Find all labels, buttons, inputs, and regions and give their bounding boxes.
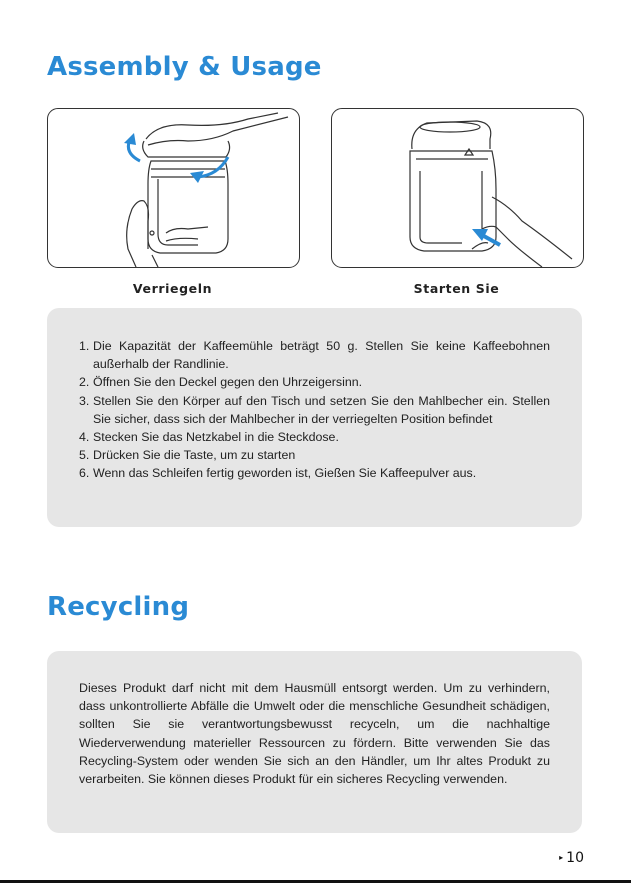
recycling-heading: Recycling	[47, 592, 190, 622]
instruction-item: 1. Die Kapazität der Kaffeemühle beträgt 50 g. Stellen Sie keine Kaffeebohnen außerhalb der Randlinie.	[79, 339, 550, 372]
assembly-heading: Assembly & Usage	[47, 52, 322, 82]
caption-start: Starten Sie	[413, 281, 500, 296]
grinder-start-illustration	[332, 109, 583, 267]
instructions-panel	[47, 308, 582, 527]
recycling-panel	[47, 651, 582, 833]
recycling-text: Dieses Produkt darf nicht mit dem Hausmüll entsorgt werden. Um zu verhindern, dass unkontrollierte Abfälle die Umwelt oder die menschliche Gesundheit schädigen, sollten Sie sie verantwortungsbewusst recyceln, um die nachhaltige Wiederverwendung materieller Ressourcen zu fördern. Bitte verwenden Sie das Recycling-System oder wenden Sie sich an den Händler, um Ihr altes Produkt zu verarbeiten. Sie können dieses Produkt für ein sicheres Recycling verwenden.	[79, 681, 550, 787]
instruction-item: 6. Wenn das Schleifen fertig geworden ist, Gießen Sie Kaffeepulver aus.	[79, 466, 477, 481]
figure-start	[331, 108, 584, 268]
instruction-item: 3. Stellen Sie den Körper auf den Tisch und setzen Sie den Mahlbecher ein. Stellen Sie sicher, dass sich der Mahlbecher in der verriegelten Position befindet	[79, 393, 550, 426]
instruction-item: 4. Stecken Sie das Netzkabel in die Steckdose.	[79, 430, 339, 445]
instruction-item: 2. Öffnen Sie den Deckel gegen den Uhrzeigersinn.	[79, 375, 363, 390]
caption-lock: Verriegeln	[132, 281, 213, 296]
figure-lock	[47, 108, 300, 268]
instruction-item: 5. Drücken Sie die Taste, um zu starten	[79, 448, 296, 463]
instruction-list	[79, 337, 550, 483]
grinder-lock-illustration	[48, 109, 299, 267]
page-marker-icon: ▸	[559, 853, 564, 862]
page-number: ▸ 10	[559, 850, 584, 866]
